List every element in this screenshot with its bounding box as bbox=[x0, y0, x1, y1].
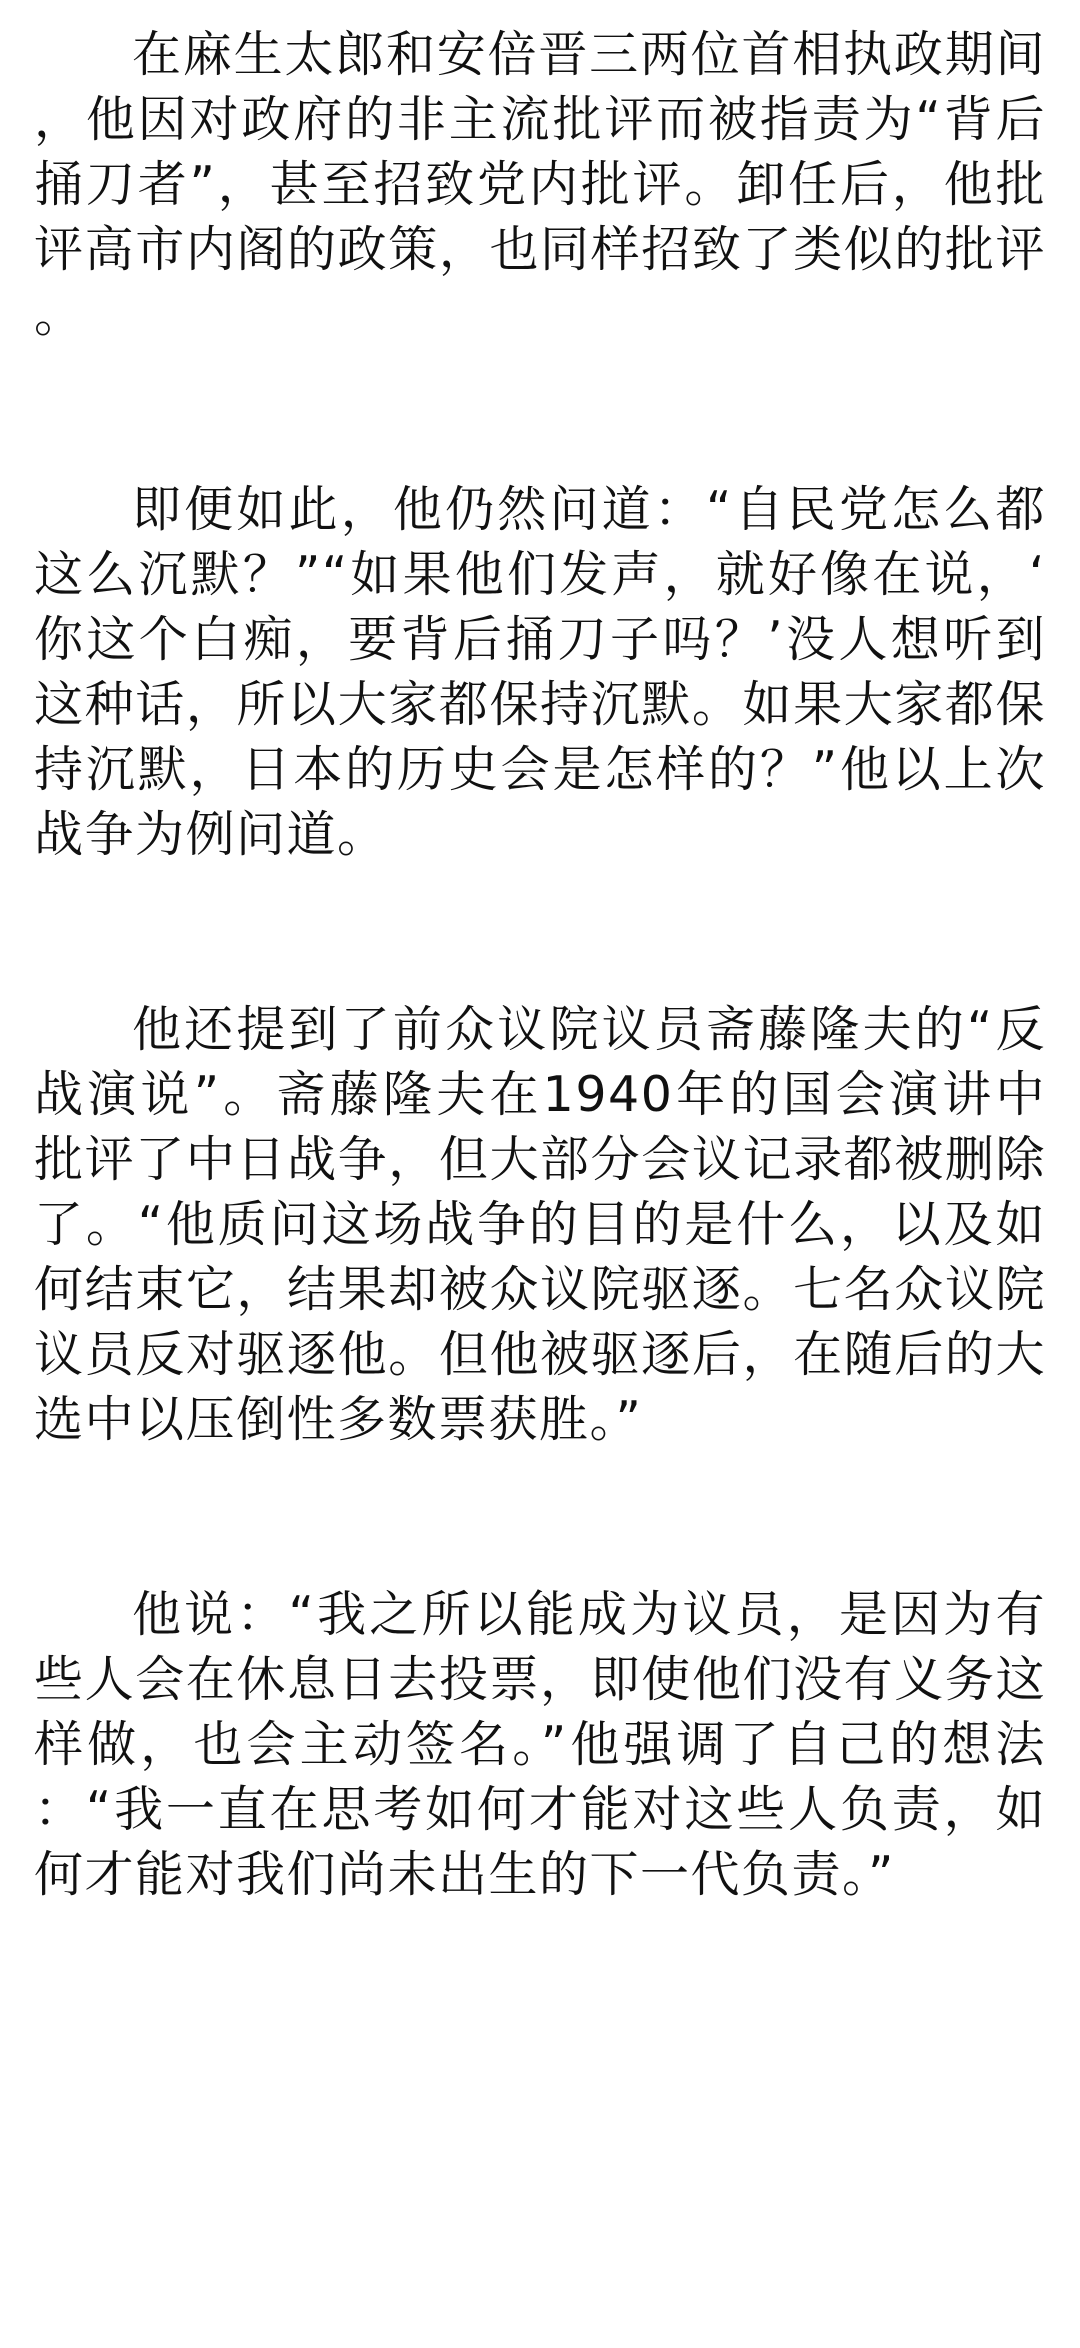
paragraph-1: 在麻生太郎和安倍晋三两位首相执政期间，他因对政府的非主流批评而被指责为“背后捅刀者”，甚至招致党内批评。卸任后，他批评高市内阁的政策，也同样招致了类似的批评。 bbox=[34, 26, 1046, 343]
paragraph-3: 他还提到了前众议院议员斋藤隆夫的“反战演说”。斋藤隆夫在1940年的国会演讲中批评了中日战争，但大部分会议记录都被删除了。“他质问这场战争的目的是什么，以及如何结束它，结果却被众议院驱逐。七名众议院议员反对驱逐他。但他被驱逐后，在随后的大选中以压倒性多数票获胜。” bbox=[34, 1001, 1046, 1448]
paragraph-2: 即便如此，他仍然问道：“自民党怎么都这么沉默？”“如果他们发声，就好像在说，‘你这个白痴，要背后捅刀子吗？’没人想听到这种话，所以大家都保持沉默。如果大家都保持沉默，日本的历史会是怎样的？”他以上次战争为例问道。 bbox=[34, 481, 1046, 863]
paragraph-4: 他说：“我之所以能成为议员，是因为有些人会在休息日去投票，即使他们没有义务这样做，也会主动签名。”他强调了自己的想法：“我一直在思考如何才能对这些人负责，如何才能对我们尚未出生的下一代负责。” bbox=[34, 1586, 1046, 1903]
